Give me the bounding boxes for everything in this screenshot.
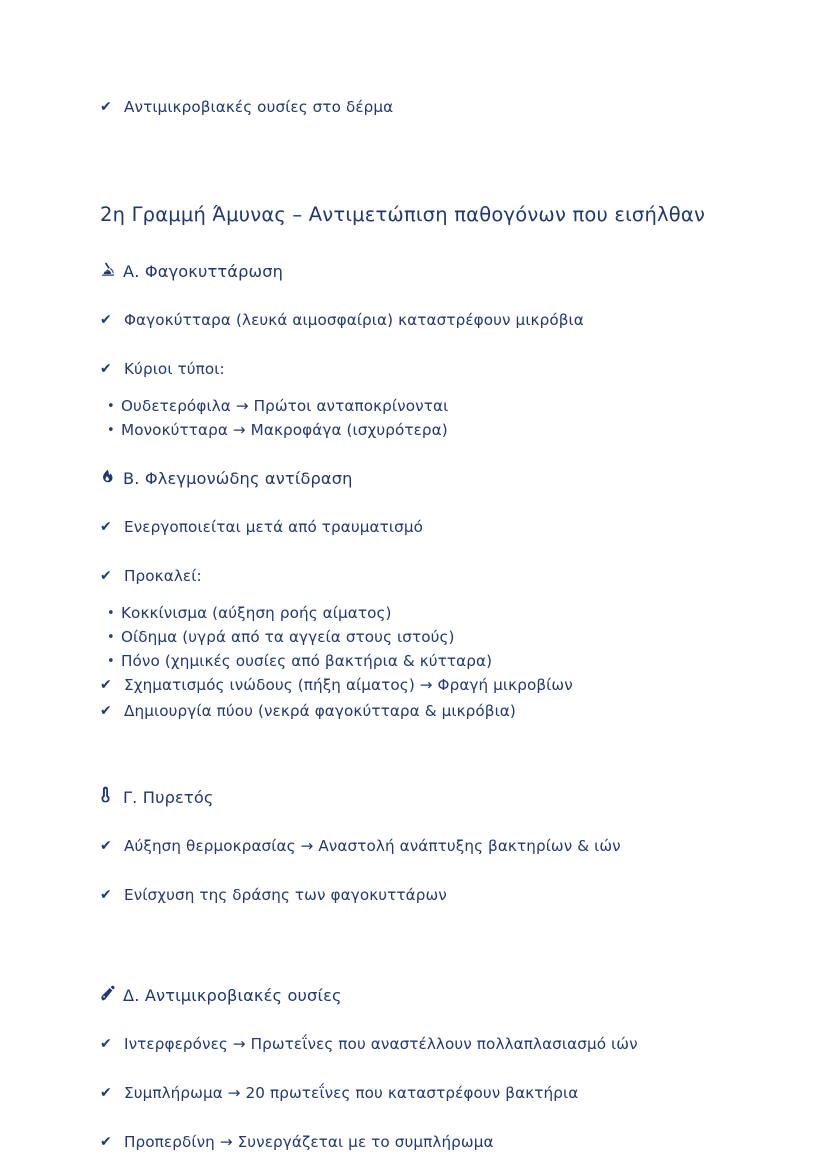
list-item: [100, 358, 700, 381]
list-item-label: Κύριοι τύποι:: [124, 360, 225, 378]
spacer: [100, 443, 700, 465]
list-item-label: Οίδημα (υγρά από τα αγγεία στους ιστούς): [121, 628, 455, 646]
spacer: [100, 723, 700, 783]
list-item: [100, 395, 700, 418]
list-item-label: Ιντερφερόνες → Πρωτεΐνες που αναστέλλουν πολλαπλασιασμό ιών: [124, 1035, 638, 1053]
list-item-label: Ενεργοποιείται μετά από τραυματισμό: [124, 518, 424, 536]
list-item: [100, 516, 700, 539]
page-title: 2η Γραμμή Άμυνας – Αντιμετώπιση παθογόνων που εισήλθαν: [100, 203, 706, 226]
section-heading-c: [100, 783, 700, 809]
list-item: [100, 565, 700, 588]
heavy-check-mark-icon: ✔: [100, 1134, 112, 1150]
list-item-label: Προπερδίνη → Συνεργάζεται με το συμπλήρωμα: [124, 1133, 494, 1151]
heavy-check-mark-icon: ✔: [100, 1036, 112, 1052]
list-item: [100, 419, 700, 442]
list-item-label: Φαγοκύτταρα (λευκά αιμοσφαίρια) καταστρέφουν μικρόβια: [124, 311, 584, 329]
heavy-check-mark-icon: ✔: [100, 838, 112, 854]
bullet-icon: •: [107, 654, 115, 669]
list-item-label: Ουδετερόφιλα → Πρώτοι ανταποκρίνονται: [121, 397, 449, 415]
section-title: Β. Φλεγμονώδης αντίδραση: [123, 469, 353, 488]
list-item: [100, 96, 700, 119]
list-item: [100, 674, 700, 697]
flame-icon: [100, 465, 123, 484]
document-content: [100, 96, 706, 1154]
section-heading-b: [100, 465, 700, 490]
heavy-check-mark-icon: ✔: [100, 519, 112, 535]
list-item: [100, 626, 700, 649]
sub-list-b: [100, 602, 700, 673]
list-item-label: Πόνο (χημικές ουσίες από βακτήρια & κύτταρα): [121, 652, 493, 670]
list-item: [100, 700, 700, 723]
section-heading-a: [100, 258, 700, 283]
bullet-icon: •: [107, 423, 115, 438]
bullet-icon: •: [107, 606, 115, 621]
list-item: [100, 884, 700, 907]
heavy-check-mark-icon: ✔: [100, 677, 112, 693]
list-item-label: Συμπλήρωμα → 20 πρωτεΐνες που καταστρέφουν βακτήρια: [124, 1084, 579, 1102]
list-item-label: Κοκκίνισμα (αύξηση ροής αίματος): [121, 604, 392, 622]
list-item-label: Σχηματισμός ινώδους (πήξη αίματος) → Φραγή μικροβίων: [124, 676, 573, 694]
heavy-check-mark-icon: ✔: [100, 703, 112, 719]
section-title: Δ. Αντιμικροβιακές ουσίες: [123, 986, 342, 1005]
thermometer-icon: [100, 783, 123, 803]
bullet-icon: •: [107, 399, 115, 414]
spacer: [100, 145, 700, 202]
list-item: [100, 309, 700, 332]
list-item: [100, 602, 700, 625]
heavy-check-mark-icon: ✔: [100, 99, 112, 115]
list-item: [100, 1082, 700, 1105]
list-item-label: Αύξηση θερμοκρασίας → Αναστολή ανάπτυξης βακτηρίων & ιών: [124, 837, 621, 855]
list-item-label: Μονοκύτταρα → Μακροφάγα (ισχυρότερα): [121, 421, 448, 439]
heavy-check-mark-icon: ✔: [100, 312, 112, 328]
heavy-check-mark-icon: ✔: [100, 887, 112, 903]
list-item-label: Δημιουργία πύου (νεκρά φαγοκύτταρα & μικρόβια): [124, 702, 516, 720]
section-heading-d: [100, 982, 700, 1007]
test-tube-icon: [100, 982, 123, 1001]
heavy-check-mark-icon: ✔: [100, 568, 112, 584]
heavy-check-mark-icon: ✔: [100, 361, 112, 377]
microscope-icon: [100, 258, 123, 277]
list-item: [100, 650, 700, 673]
section-title: Α. Φαγοκυττάρωση: [123, 262, 284, 281]
bullet-icon: •: [107, 630, 115, 645]
sub-list-a: [100, 395, 700, 442]
list-item: [100, 835, 700, 858]
section-title: Γ. Πυρετός: [123, 788, 214, 807]
spacer: [100, 907, 700, 982]
list-item-label: Αντιμικροβιακές ουσίες στο δέρμα: [124, 98, 394, 116]
list-item: [100, 1131, 700, 1154]
list-item-label: Προκαλεί:: [124, 567, 202, 585]
heavy-check-mark-icon: ✔: [100, 1085, 112, 1101]
list-item-label: Ενίσχυση της δράσης των φαγοκυττάρων: [124, 886, 447, 904]
spacer: [100, 228, 700, 258]
list-item: [100, 1033, 700, 1056]
